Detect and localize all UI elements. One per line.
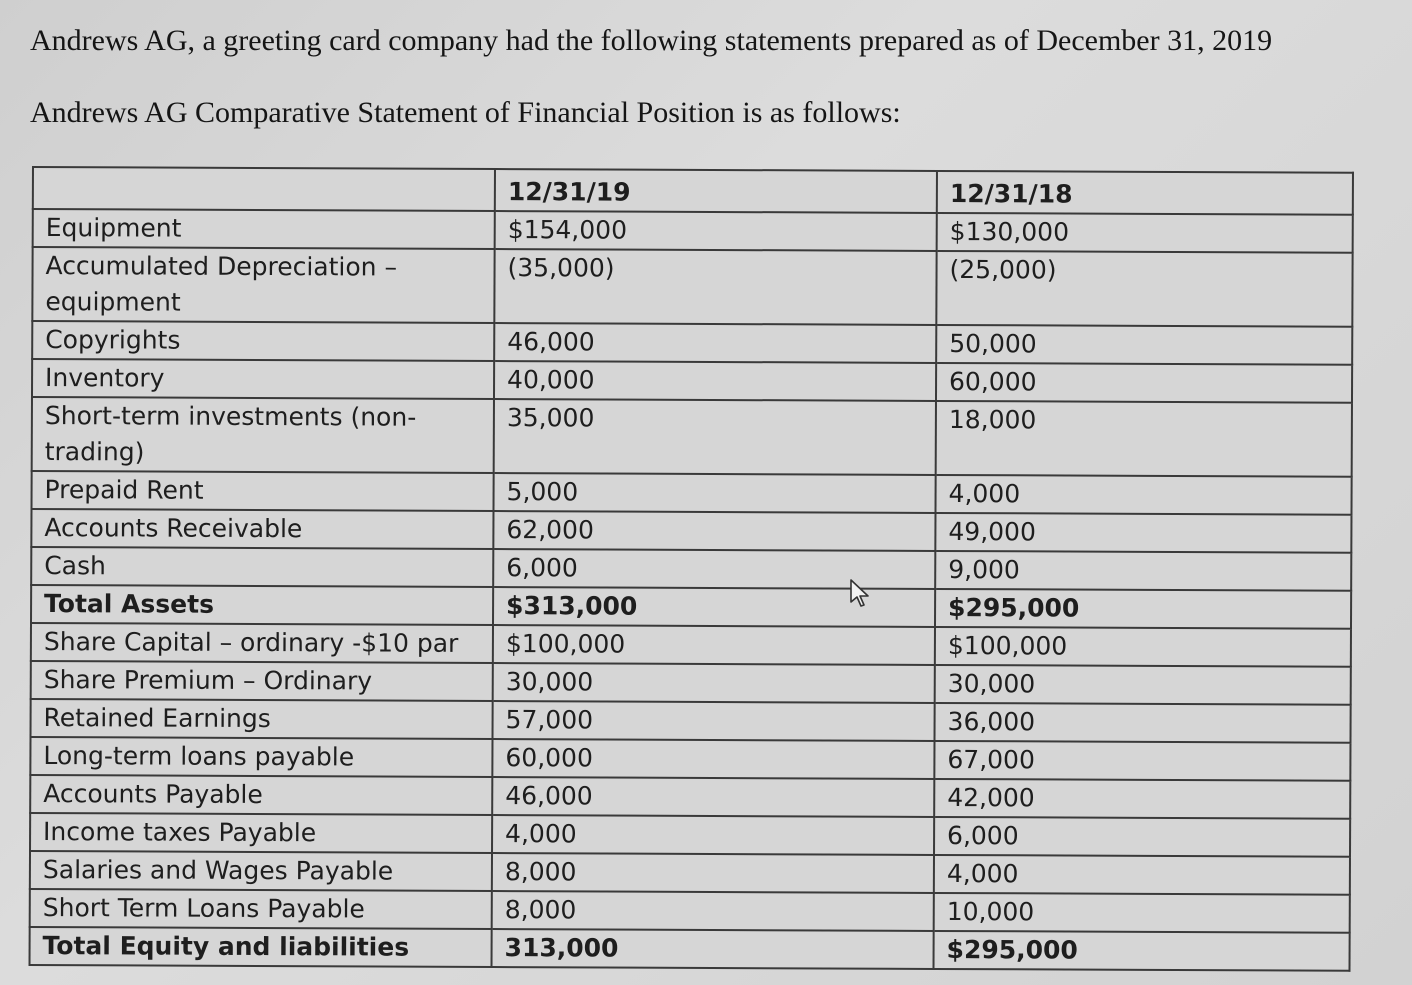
table-row [31, 509, 1351, 553]
value-2018: $130,000 [937, 213, 1353, 253]
table-row [32, 321, 1352, 365]
financial-position-table [29, 166, 1354, 972]
header-2018: 12/31/18 [937, 171, 1353, 215]
value-2019: 46,000 [492, 777, 934, 817]
value-2018: 18,000 [936, 401, 1352, 477]
table-row [30, 889, 1350, 933]
header-label-cell [33, 167, 495, 211]
value-2019: 4,000 [492, 815, 934, 855]
value-2018: $295,000 [935, 589, 1351, 629]
value-2019: $313,000 [493, 587, 935, 627]
table-row [30, 737, 1350, 781]
value-2018: 60,000 [936, 363, 1352, 403]
value-2018: 42,000 [934, 779, 1350, 819]
value-2019: 35,000 [494, 399, 936, 475]
row-label: Share Premium – Ordinary [31, 661, 493, 701]
value-2018: (25,000) [936, 251, 1352, 327]
row-label: Inventory [32, 359, 494, 399]
value-2019: 60,000 [492, 739, 934, 779]
row-label: Retained Earnings [31, 699, 493, 739]
total-assets-row [31, 585, 1351, 629]
value-2019: (35,000) [494, 249, 936, 325]
table-row [30, 775, 1350, 819]
value-2019: 57,000 [493, 701, 935, 741]
value-2019: 46,000 [494, 323, 936, 363]
table-row [31, 547, 1351, 591]
value-2018: 50,000 [936, 325, 1352, 365]
value-2019: $100,000 [493, 625, 935, 665]
row-label: Accounts Payable [30, 775, 492, 815]
mouse-pointer-icon [848, 578, 870, 610]
header-2019: 12/31/19 [495, 169, 937, 213]
value-2019: 6,000 [493, 549, 935, 589]
table-row [30, 851, 1350, 895]
value-2018: $295,000 [934, 931, 1350, 971]
row-label: Salaries and Wages Payable [30, 851, 492, 891]
total-equity-liabilities-row [30, 927, 1350, 971]
value-2018: 67,000 [934, 741, 1350, 781]
value-2018: 4,000 [934, 855, 1350, 895]
row-label: Income taxes Payable [30, 813, 492, 853]
value-2019: 62,000 [493, 511, 935, 551]
financial-position-sheet [29, 166, 1376, 972]
row-label: Accounts Receivable [31, 509, 493, 549]
value-2019: 8,000 [492, 891, 934, 931]
value-2018: $100,000 [935, 627, 1351, 667]
row-label: Long-term loans payable [30, 737, 492, 777]
value-2019: 8,000 [492, 853, 934, 893]
table-header-row [33, 167, 1353, 215]
value-2019: 40,000 [494, 361, 936, 401]
value-2018: 10,000 [934, 893, 1350, 933]
row-label: Short-term investments (non-trading) [32, 397, 494, 473]
value-2018: 36,000 [934, 703, 1350, 743]
table-caption: Andrews AG Comparative Statement of Financial Position is as follows: [30, 96, 901, 129]
table-row [33, 209, 1353, 253]
row-label: Accumulated Depreciation – equipment [32, 247, 494, 323]
table-row [32, 471, 1352, 515]
value-2018: 9,000 [935, 551, 1351, 591]
table-row [31, 699, 1351, 743]
row-label: Share Capital – ordinary -$10 par [31, 623, 493, 663]
value-2018: 30,000 [935, 665, 1351, 705]
value-2018: 6,000 [934, 817, 1350, 857]
value-2019: 5,000 [493, 473, 935, 513]
value-2019: 313,000 [492, 929, 934, 969]
table-row [32, 247, 1352, 327]
table-row [31, 623, 1351, 667]
row-label: Short Term Loans Payable [30, 889, 492, 929]
value-2019: $154,000 [495, 211, 937, 251]
table-row [32, 397, 1352, 477]
table-row [31, 661, 1351, 705]
table-row [32, 359, 1352, 403]
value-2019: 30,000 [493, 663, 935, 703]
table-row [30, 813, 1350, 857]
row-label: Total Assets [31, 585, 493, 625]
row-label: Cash [31, 547, 493, 587]
value-2018: 4,000 [935, 475, 1351, 515]
row-label: Copyrights [32, 321, 494, 361]
value-2018: 49,000 [935, 513, 1351, 553]
row-label: Prepaid Rent [32, 471, 494, 511]
row-label: Equipment [33, 209, 495, 249]
row-label: Total Equity and liabilities [30, 927, 492, 967]
page-heading: Andrews AG, a greeting card company had the following statements prepared as of December 31, 2019 [30, 24, 1273, 57]
